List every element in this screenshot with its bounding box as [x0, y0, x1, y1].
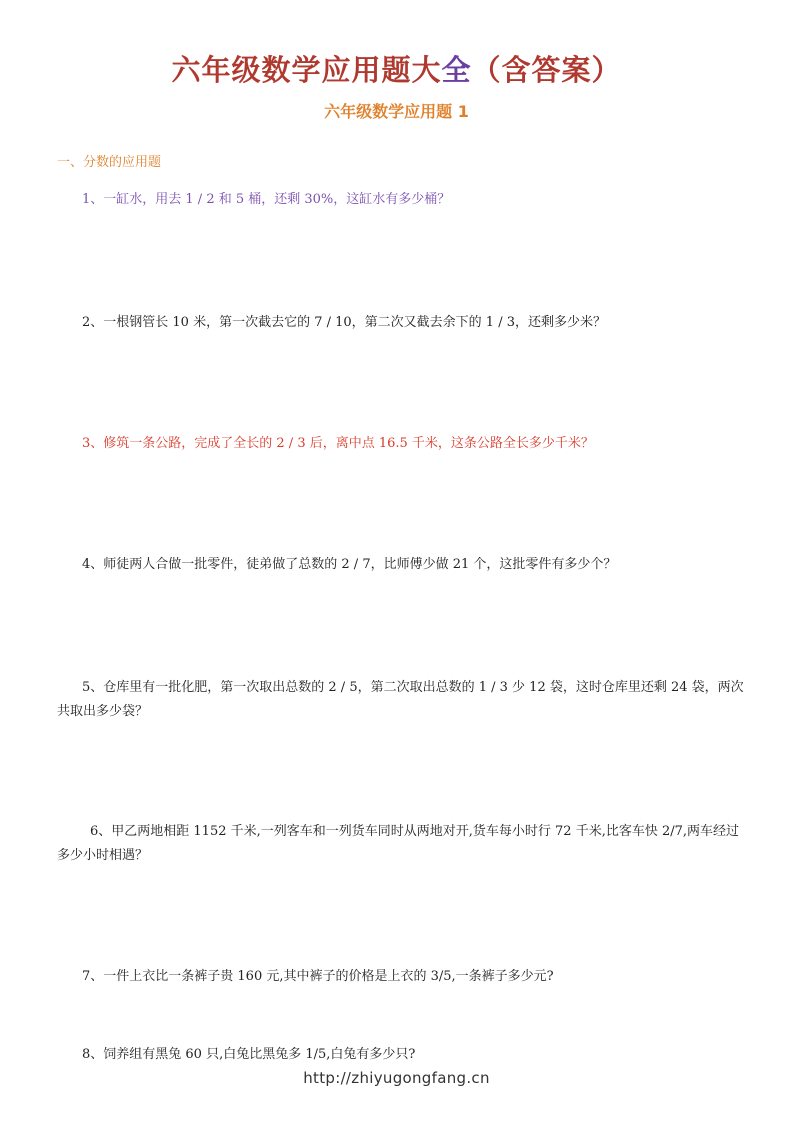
question-1: 1、一缸水，用去 1 / 2 和 5 桶，还剩 30%，这缸水有多少桶？	[82, 192, 451, 207]
question-7: 7、一件上衣比一条裤子贵 160 元,其中裤子的价格是上衣的 3/5,一条裤子多少元?	[82, 969, 554, 984]
footer-url: http://zhiyugongfang.cn	[303, 1069, 490, 1087]
question-5: 5、仓库里有一批化肥，第一次取出总数的 2 / 5，第二次取出总数的 1 / 3 少 12 袋，这时仓库里还剩 24 袋，两次共取出多少袋？	[57, 680, 744, 719]
question-3: 3、修筑一条公路，完成了全长的 2 / 3 后，离中点 16.5 千米，这条公路全长多少千米？	[82, 436, 594, 451]
title-main: 六年级数学应用题大	[171, 53, 442, 87]
question-4: 4、师徒两人合做一批零件，徒弟做了总数的 2 / 7，比师傅少做 21 个，这批零件有多少个？	[82, 557, 617, 572]
question-2: 2、一根钢管长 10 米，第一次截去它的 7 / 10，第二次又截去余下的 1 / 3，还剩多少米？	[82, 315, 606, 330]
section-heading: 一、分数的应用题	[57, 155, 162, 170]
title-accent: 全	[441, 53, 472, 87]
page-subtitle: 六年级数学应用题 1	[324, 102, 469, 121]
question-8: 8、饲养组有黑兔 60 只,白兔比黑兔多 1/5,白兔有多少只?	[82, 1047, 416, 1062]
page-title	[0, 48, 793, 89]
title-tail: （含答案）	[471, 53, 622, 87]
question-6: 6、甲乙两地相距 1152 千米,一列客车和一列货车同时从两地对开,货车每小时行 72 千米,比客车快 2/7,两车经过多少小时相遇？	[57, 824, 740, 863]
